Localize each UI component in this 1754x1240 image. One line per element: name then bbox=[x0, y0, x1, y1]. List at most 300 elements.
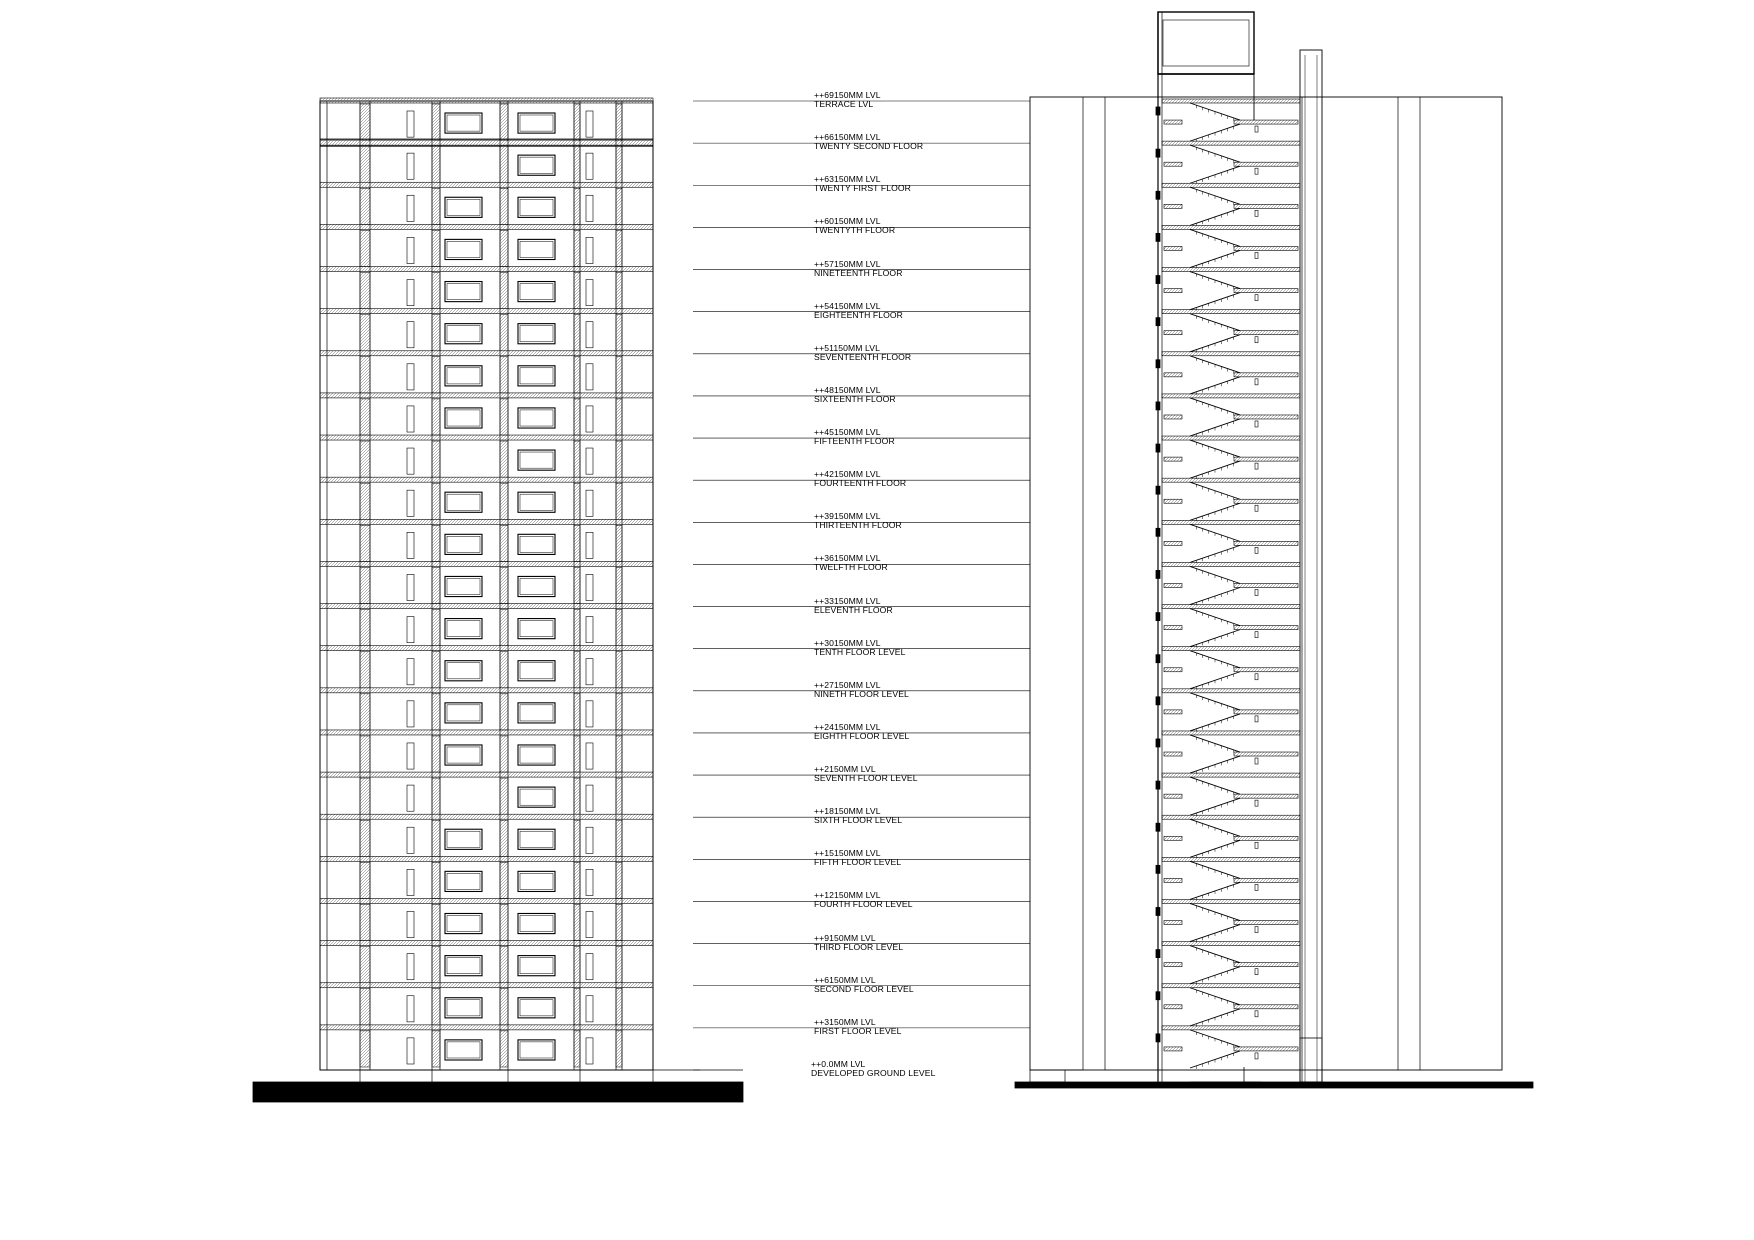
door-slit bbox=[586, 743, 593, 769]
window bbox=[518, 871, 555, 891]
window-frame bbox=[447, 115, 480, 131]
pier-hatch bbox=[500, 315, 508, 351]
stair-landing-slab bbox=[1162, 268, 1300, 272]
stair-landing-slab bbox=[1162, 647, 1300, 651]
pier-hatch bbox=[500, 104, 508, 140]
pier-hatch bbox=[432, 610, 440, 646]
stair-landing-slab bbox=[1162, 394, 1300, 398]
window-frame bbox=[447, 1000, 480, 1016]
floor-slab-band bbox=[320, 604, 653, 609]
door-slit bbox=[586, 1038, 593, 1064]
pier-hatch bbox=[432, 357, 440, 393]
pier-hatch bbox=[360, 652, 370, 688]
door-slit bbox=[407, 574, 414, 600]
railing-post bbox=[1255, 800, 1258, 806]
pier-hatch bbox=[574, 989, 580, 1025]
mid-landing bbox=[1164, 541, 1182, 545]
stair-landing-slab bbox=[1162, 141, 1300, 145]
mid-landing bbox=[1234, 246, 1298, 250]
wall-opening bbox=[1156, 191, 1160, 199]
level-name: FOURTEENTH FLOOR bbox=[814, 478, 907, 489]
window-frame bbox=[447, 747, 480, 763]
floor-slab-band bbox=[320, 561, 653, 566]
window bbox=[518, 534, 555, 554]
level-elevation: ++48150MM LVL bbox=[814, 384, 881, 395]
wall-opening bbox=[1156, 528, 1160, 536]
level-elevation: ++51150MM LVL bbox=[814, 342, 880, 353]
stair-landing-slab bbox=[1162, 520, 1300, 524]
level-elevation: ++36150MM LVL bbox=[814, 553, 881, 564]
floor-slab-band bbox=[320, 98, 653, 103]
pier-hatch bbox=[574, 525, 580, 561]
pier-hatch bbox=[616, 736, 622, 772]
machine-room-inner bbox=[1163, 20, 1249, 66]
railing-post bbox=[1255, 210, 1258, 216]
mid-landing bbox=[1164, 878, 1182, 882]
railing-post bbox=[1255, 505, 1258, 511]
window bbox=[518, 239, 555, 259]
door-slit bbox=[586, 490, 593, 516]
level-label bbox=[814, 723, 909, 741]
floor-slab-band bbox=[320, 393, 653, 398]
floor-slab-band bbox=[320, 435, 653, 440]
window bbox=[518, 197, 555, 217]
window bbox=[445, 1040, 482, 1060]
level-label bbox=[814, 891, 913, 909]
pier-hatch bbox=[574, 104, 580, 140]
window bbox=[445, 745, 482, 765]
window bbox=[445, 282, 482, 302]
pier-hatch bbox=[616, 652, 622, 688]
level-elevation: ++24150MM LVL bbox=[814, 721, 881, 732]
mid-landing bbox=[1234, 921, 1298, 925]
pier-hatch bbox=[616, 357, 622, 393]
level-name: SEVENTH FLOOR LEVEL bbox=[814, 773, 918, 784]
window-frame bbox=[447, 578, 480, 594]
stair-landing-slab bbox=[1162, 562, 1300, 566]
pier-hatch bbox=[500, 652, 508, 688]
pier-hatch bbox=[360, 441, 370, 477]
railing-post bbox=[1255, 632, 1258, 638]
level-label bbox=[814, 849, 901, 867]
level-elevation: ++12150MM LVL bbox=[814, 890, 881, 901]
mid-landing bbox=[1164, 457, 1182, 461]
mid-landing bbox=[1164, 963, 1182, 967]
level-name: FIFTH FLOOR LEVEL bbox=[814, 857, 902, 868]
wall-opening bbox=[1156, 992, 1160, 1000]
mid-landing bbox=[1164, 668, 1182, 672]
level-label bbox=[814, 639, 905, 657]
floor-slab-band bbox=[320, 1025, 653, 1030]
window bbox=[445, 913, 482, 933]
wall-opening bbox=[1156, 781, 1160, 789]
mid-landing bbox=[1234, 289, 1298, 293]
pier-hatch bbox=[500, 399, 508, 435]
level-elevation: ++6150MM LVL bbox=[814, 974, 876, 985]
window-frame bbox=[520, 578, 553, 594]
door-slit bbox=[586, 617, 593, 643]
railing-post bbox=[1255, 884, 1258, 890]
pier-hatch bbox=[616, 146, 622, 182]
window-frame bbox=[520, 789, 553, 805]
door-slit bbox=[407, 743, 414, 769]
stair-landing-slab bbox=[1162, 183, 1300, 187]
railing-post bbox=[1255, 590, 1258, 596]
pier-hatch bbox=[500, 567, 508, 603]
level-lines bbox=[693, 101, 1030, 1070]
level-label bbox=[814, 765, 918, 783]
floor-slab-band bbox=[320, 856, 653, 861]
stair-flight-up bbox=[1190, 314, 1240, 331]
level-elevation: ++66150MM LVL bbox=[814, 132, 881, 143]
mid-landing bbox=[1234, 794, 1298, 798]
stair-landing-slab bbox=[1162, 731, 1300, 735]
door-slit bbox=[586, 996, 593, 1022]
pier-hatch bbox=[360, 862, 370, 898]
pier-hatch bbox=[616, 904, 622, 940]
wall-opening bbox=[1156, 107, 1160, 115]
window-frame bbox=[520, 452, 553, 468]
wall-opening bbox=[1156, 276, 1160, 284]
pier-hatch bbox=[360, 146, 370, 182]
pier-hatch bbox=[360, 947, 370, 983]
pier-hatch bbox=[500, 862, 508, 898]
window bbox=[518, 745, 555, 765]
level-label bbox=[814, 512, 902, 530]
pier-hatch bbox=[360, 736, 370, 772]
stair-landing-slab bbox=[1162, 225, 1300, 229]
railing-post bbox=[1255, 716, 1258, 722]
door-slit bbox=[586, 280, 593, 306]
pier-hatch bbox=[360, 104, 370, 140]
door-slit bbox=[586, 406, 593, 432]
railing-post bbox=[1255, 252, 1258, 258]
window bbox=[445, 366, 482, 386]
door-slit bbox=[407, 490, 414, 516]
level-name: THIRD FLOOR LEVEL bbox=[814, 941, 904, 952]
pier-hatch bbox=[360, 525, 370, 561]
stair-flight-up bbox=[1190, 524, 1240, 541]
mid-landing bbox=[1234, 204, 1298, 208]
door-slit bbox=[407, 996, 414, 1022]
pier-hatch bbox=[574, 273, 580, 309]
floor-slab-band bbox=[320, 983, 653, 988]
mid-landing bbox=[1234, 963, 1298, 967]
pier-hatch bbox=[616, 315, 622, 351]
level-name: TENTH FLOOR LEVEL bbox=[814, 646, 906, 657]
pier-hatch bbox=[432, 315, 440, 351]
pier-hatch bbox=[616, 820, 622, 856]
level-elevation: ++57150MM LVL bbox=[814, 258, 881, 269]
railing-post bbox=[1255, 126, 1258, 132]
floor-slab-band bbox=[320, 730, 653, 735]
pier-hatch bbox=[360, 1031, 370, 1067]
pier-hatch bbox=[574, 357, 580, 393]
pier-hatch bbox=[360, 989, 370, 1025]
pier-hatch bbox=[500, 694, 508, 730]
level-label bbox=[814, 386, 896, 404]
wall-opening bbox=[1156, 360, 1160, 368]
stair-flight-up bbox=[1190, 272, 1240, 289]
pier-hatch bbox=[616, 567, 622, 603]
door-slit bbox=[407, 406, 414, 432]
pier-hatch bbox=[574, 610, 580, 646]
window-frame bbox=[520, 368, 553, 384]
mid-landing bbox=[1164, 584, 1182, 588]
door-slit bbox=[586, 195, 593, 221]
level-label bbox=[814, 260, 903, 278]
pier-hatch bbox=[432, 989, 440, 1025]
stair-flight-down bbox=[1190, 1009, 1240, 1026]
pier-hatch bbox=[360, 567, 370, 603]
pier-hatch bbox=[360, 188, 370, 224]
window bbox=[518, 703, 555, 723]
pier-hatch bbox=[500, 736, 508, 772]
mid-landing bbox=[1164, 246, 1182, 250]
mid-landing bbox=[1164, 794, 1182, 798]
level-name: TWENTYTH FLOOR bbox=[814, 225, 896, 236]
pier-hatch bbox=[574, 441, 580, 477]
railing-post bbox=[1255, 337, 1258, 343]
pier-hatch bbox=[360, 778, 370, 814]
railing-post bbox=[1255, 842, 1258, 848]
stair-flight-down bbox=[1190, 925, 1240, 942]
wall-opening bbox=[1156, 655, 1160, 663]
level-name: SECOND FLOOR LEVEL bbox=[814, 983, 914, 994]
door-slit bbox=[407, 701, 414, 727]
window-frame bbox=[520, 494, 553, 510]
window-frame bbox=[447, 873, 480, 889]
pier-hatch bbox=[500, 904, 508, 940]
pier-hatch bbox=[432, 230, 440, 266]
pier-hatch bbox=[616, 399, 622, 435]
level-label bbox=[814, 934, 903, 952]
pier-hatch bbox=[616, 610, 622, 646]
floor-slab-band bbox=[320, 309, 653, 314]
door-slit bbox=[586, 532, 593, 558]
door-slit bbox=[407, 954, 414, 980]
window-frame bbox=[520, 663, 553, 679]
window-frame bbox=[520, 199, 553, 215]
level-elevation: ++3150MM LVL bbox=[814, 1016, 876, 1027]
mid-landing bbox=[1234, 752, 1298, 756]
stair-landing-slab bbox=[1162, 478, 1300, 482]
pier-hatch bbox=[616, 104, 622, 140]
door-slit bbox=[586, 785, 593, 811]
pier-hatch bbox=[574, 399, 580, 435]
door-slit bbox=[586, 954, 593, 980]
pier-hatch bbox=[432, 694, 440, 730]
wall-opening bbox=[1156, 950, 1160, 958]
window bbox=[445, 113, 482, 133]
pier-hatch bbox=[432, 1031, 440, 1067]
pier-hatch bbox=[616, 947, 622, 983]
pier-hatch bbox=[574, 146, 580, 182]
stair-landing-slab bbox=[1162, 857, 1300, 861]
mid-landing bbox=[1164, 710, 1182, 714]
level-label bbox=[814, 175, 911, 193]
pier-hatch bbox=[616, 188, 622, 224]
level-name: NINETH FLOOR LEVEL bbox=[814, 688, 909, 699]
door-slit bbox=[407, 153, 414, 179]
pier-hatch bbox=[360, 357, 370, 393]
pier-hatch bbox=[432, 273, 440, 309]
railing-post bbox=[1255, 1011, 1258, 1017]
pier-hatch bbox=[616, 694, 622, 730]
floor-slab-band bbox=[320, 351, 653, 356]
level-name: TWENTY FIRST FLOOR bbox=[814, 183, 911, 194]
railing-post bbox=[1255, 927, 1258, 933]
pier-hatch bbox=[574, 778, 580, 814]
level-label bbox=[814, 344, 911, 362]
window bbox=[518, 324, 555, 344]
wall-opening bbox=[1156, 697, 1160, 705]
level-elevation: ++42150MM LVL bbox=[814, 469, 881, 480]
pier-hatch bbox=[360, 820, 370, 856]
pier-hatch bbox=[500, 273, 508, 309]
pier-hatch bbox=[432, 736, 440, 772]
window-frame bbox=[520, 747, 553, 763]
pier-hatch bbox=[432, 146, 440, 182]
window-frame bbox=[520, 831, 553, 847]
window-frame bbox=[447, 410, 480, 426]
stair-landing-slab bbox=[1162, 815, 1300, 819]
level-name: FIFTEENTH FLOOR bbox=[814, 436, 895, 447]
pier-hatch bbox=[432, 820, 440, 856]
door-slit bbox=[586, 237, 593, 263]
window bbox=[518, 282, 555, 302]
door-slit bbox=[407, 869, 414, 895]
door-slit bbox=[586, 448, 593, 474]
pier-hatch bbox=[500, 441, 508, 477]
wall-opening bbox=[1156, 233, 1160, 241]
mid-landing bbox=[1164, 331, 1182, 335]
pier-hatch bbox=[360, 483, 370, 519]
window-frame bbox=[447, 621, 480, 637]
lift-shaft bbox=[1300, 50, 1322, 1082]
pier-hatch bbox=[574, 862, 580, 898]
mid-landing bbox=[1234, 120, 1298, 124]
level-label bbox=[814, 470, 906, 488]
mid-landing bbox=[1164, 626, 1182, 630]
window-frame bbox=[520, 915, 553, 931]
stair-landing-slab bbox=[1162, 899, 1300, 903]
window-frame bbox=[520, 326, 553, 342]
railing-post bbox=[1255, 379, 1258, 385]
mid-landing bbox=[1234, 415, 1298, 419]
door-slit bbox=[586, 659, 593, 685]
mid-landing bbox=[1234, 710, 1298, 714]
mid-landing bbox=[1164, 120, 1182, 124]
pier-hatch bbox=[500, 525, 508, 561]
window bbox=[445, 492, 482, 512]
window bbox=[445, 619, 482, 639]
mid-landing bbox=[1234, 457, 1298, 461]
level-elevation: ++0.0MM LVL bbox=[811, 1059, 866, 1069]
level-elevation: ++45150MM LVL bbox=[814, 427, 881, 438]
pier-hatch bbox=[432, 778, 440, 814]
staircase-section bbox=[1015, 12, 1533, 1088]
wall-opening bbox=[1156, 613, 1160, 621]
level-name: NINETEENTH FLOOR bbox=[814, 267, 903, 278]
level-name: EIGHTH FLOOR LEVEL bbox=[814, 730, 910, 741]
pier-hatch bbox=[574, 652, 580, 688]
window-frame bbox=[520, 705, 553, 721]
stair-landing-slab bbox=[1162, 984, 1300, 988]
level-label bbox=[814, 428, 895, 446]
door-slit bbox=[586, 153, 593, 179]
window bbox=[518, 829, 555, 849]
window-frame bbox=[447, 241, 480, 257]
window bbox=[518, 113, 555, 133]
floor-slab-band bbox=[320, 941, 653, 946]
pier-hatch bbox=[616, 989, 622, 1025]
pier-hatch bbox=[500, 188, 508, 224]
pier-hatch bbox=[432, 104, 440, 140]
window bbox=[445, 239, 482, 259]
pier-hatch bbox=[574, 694, 580, 730]
floor-slab-band bbox=[320, 814, 653, 819]
level-elevation: ++69150MM LVL bbox=[814, 90, 881, 100]
level-label bbox=[814, 597, 893, 615]
door-slit bbox=[586, 869, 593, 895]
mid-landing bbox=[1234, 162, 1298, 166]
door-slit bbox=[407, 448, 414, 474]
level-elevation: ++63150MM LVL bbox=[814, 174, 881, 185]
pier-hatch bbox=[616, 441, 622, 477]
window-frame bbox=[520, 410, 553, 426]
stair-flight-down bbox=[1190, 840, 1240, 857]
door-slit bbox=[407, 237, 414, 263]
pier-hatch bbox=[616, 230, 622, 266]
railing-post bbox=[1255, 168, 1258, 174]
level-label bbox=[814, 554, 888, 572]
mid-landing bbox=[1234, 1047, 1298, 1051]
wall-opening bbox=[1156, 486, 1160, 494]
mid-landing bbox=[1234, 1005, 1298, 1009]
pier-hatch bbox=[616, 1031, 622, 1067]
window bbox=[518, 492, 555, 512]
mid-landing bbox=[1164, 204, 1182, 208]
pier-hatch bbox=[574, 188, 580, 224]
window bbox=[518, 998, 555, 1018]
pier-hatch bbox=[500, 483, 508, 519]
window-frame bbox=[447, 915, 480, 931]
level-name: SEVENTEENTH FLOOR bbox=[814, 351, 912, 362]
window bbox=[518, 619, 555, 639]
stair-landing-slab bbox=[1162, 942, 1300, 946]
floor-slab-band bbox=[320, 224, 653, 229]
door-slit bbox=[407, 785, 414, 811]
door-slit bbox=[407, 827, 414, 853]
wall-opening bbox=[1156, 570, 1160, 578]
wall-opening bbox=[1156, 149, 1160, 157]
railing-post bbox=[1255, 421, 1258, 427]
level-name: SIXTH FLOOR LEVEL bbox=[814, 815, 903, 826]
level-elevation: ++15150MM LVL bbox=[814, 848, 881, 859]
pier-hatch bbox=[360, 230, 370, 266]
pier-hatch bbox=[360, 399, 370, 435]
pier-hatch bbox=[432, 862, 440, 898]
door-slit bbox=[407, 617, 414, 643]
door-slit bbox=[586, 322, 593, 348]
window bbox=[445, 534, 482, 554]
window bbox=[445, 324, 482, 344]
wall-opening bbox=[1156, 907, 1160, 915]
level-name: SIXTEENTH FLOOR bbox=[814, 393, 896, 404]
pier-hatch bbox=[432, 904, 440, 940]
pier-hatch bbox=[432, 188, 440, 224]
